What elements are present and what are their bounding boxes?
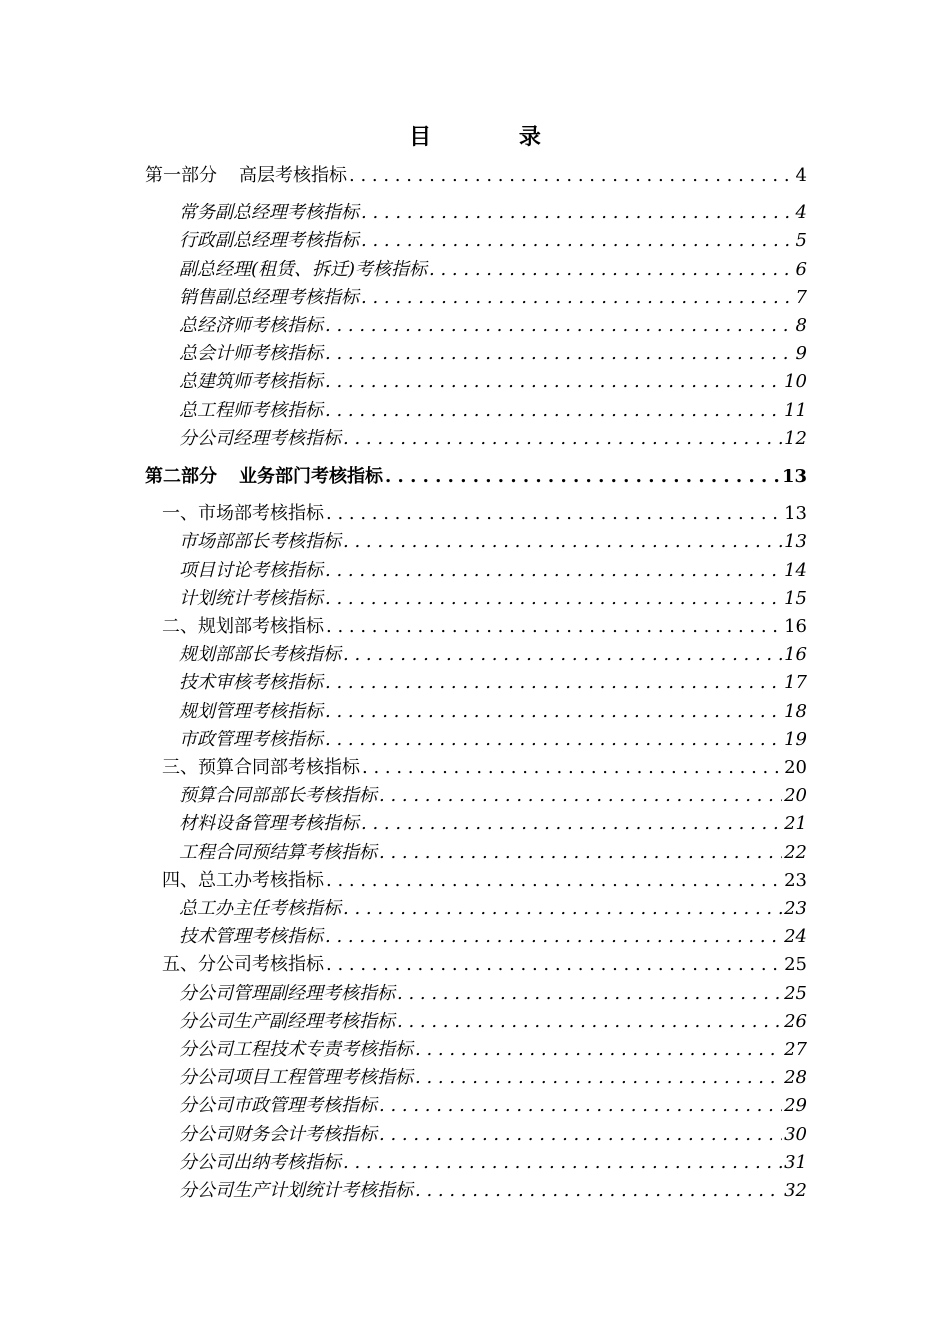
item-title: 材料设备管理考核指标 <box>179 813 359 835</box>
toc-item[interactable] <box>179 313 807 339</box>
item-title: 总经济师考核指标 <box>179 315 323 336</box>
toc-entry-label <box>179 981 395 1007</box>
toc-page-number: 14 <box>784 559 807 581</box>
item-title: 总建筑师考核指标 <box>179 371 323 393</box>
toc-entry-label <box>179 558 323 584</box>
toc-part-1[interactable] <box>145 163 807 189</box>
toc-item[interactable] <box>179 896 807 922</box>
toc-section[interactable] <box>162 614 807 640</box>
item-title: 市政管理考核指标 <box>179 728 323 750</box>
item-title: 预算合同部部长考核指标 <box>179 785 377 807</box>
toc-page-number: 25 <box>784 982 807 1004</box>
toc-page-number: 4 <box>795 165 807 186</box>
item-title: 工程合同预结算考核指标 <box>179 841 377 863</box>
dot-leader <box>326 501 782 527</box>
toc-page-number: 8 <box>795 315 807 336</box>
toc-entry-label <box>179 1122 377 1148</box>
part-title: 高层考核指标 <box>239 165 347 186</box>
toc-section[interactable] <box>162 755 807 781</box>
toc-page-number: 32 <box>784 1180 807 1201</box>
toc-entry-label <box>162 868 324 894</box>
toc-item[interactable] <box>179 369 807 395</box>
toc-entry-label <box>179 1037 413 1063</box>
toc-page-number: 16 <box>784 616 807 637</box>
toc-page-number: 15 <box>784 587 807 609</box>
dot-leader <box>343 1150 782 1176</box>
dot-leader <box>343 896 782 922</box>
toc-title: 目 录 <box>409 124 581 150</box>
toc-entry-label <box>162 755 360 781</box>
toc-entry-label <box>179 699 323 725</box>
dot-leader <box>325 924 782 950</box>
dot-leader <box>362 755 782 781</box>
toc-item[interactable] <box>179 200 807 226</box>
toc-item[interactable] <box>179 699 807 725</box>
toc-item[interactable] <box>179 529 807 555</box>
dot-leader <box>379 783 782 809</box>
toc-page-number: 27 <box>784 1039 807 1060</box>
dot-leader <box>343 529 782 555</box>
section-title: 二、规划部考核指标 <box>162 616 324 637</box>
dot-leader <box>325 699 782 725</box>
dot-leader <box>325 586 782 612</box>
toc-item[interactable] <box>179 670 807 696</box>
toc-page-number: 11 <box>784 399 807 421</box>
toc-item[interactable] <box>179 398 807 424</box>
toc-page-number: 17 <box>784 672 807 694</box>
toc-entry-label <box>162 614 324 640</box>
toc-page-number: 21 <box>784 813 807 835</box>
toc-entry-label <box>179 840 377 866</box>
dot-leader <box>343 426 782 452</box>
toc-item[interactable] <box>179 1122 807 1148</box>
toc-item[interactable] <box>179 1009 807 1035</box>
toc-page-number: 28 <box>784 1067 807 1089</box>
toc-entry-label <box>179 783 377 809</box>
dot-leader <box>415 1178 782 1204</box>
toc-entry-label <box>179 642 341 668</box>
dot-leader <box>385 464 780 490</box>
toc-entry-label <box>179 257 427 283</box>
toc-page-number: 24 <box>784 926 807 948</box>
toc-page-number: 13 <box>781 466 807 487</box>
item-title: 计划统计考核指标 <box>179 587 323 609</box>
toc-item[interactable] <box>179 586 807 612</box>
toc-item[interactable] <box>179 341 807 367</box>
toc-page-number: 16 <box>784 644 807 666</box>
toc-item[interactable] <box>179 257 807 283</box>
toc-item[interactable] <box>179 558 807 584</box>
toc-item[interactable] <box>179 285 807 311</box>
toc-section[interactable] <box>162 868 807 894</box>
item-title: 分公司管理副经理考核指标 <box>179 982 395 1004</box>
toc-entry-label <box>162 952 324 978</box>
toc-entry-label <box>179 313 323 339</box>
dot-leader <box>325 670 782 696</box>
item-title: 分公司生产计划统计考核指标 <box>179 1180 413 1201</box>
item-title: 规划部部长考核指标 <box>179 644 341 666</box>
toc-entry-label <box>179 924 323 950</box>
toc-page-number: 6 <box>795 258 807 280</box>
toc-item[interactable] <box>179 228 807 254</box>
toc-entry-label <box>179 811 359 837</box>
toc-entry-label <box>179 586 323 612</box>
dot-leader <box>415 1037 782 1063</box>
dot-leader <box>429 257 794 283</box>
item-title: 常务副总经理考核指标 <box>179 202 359 224</box>
toc-entry-label <box>179 341 323 367</box>
section-title: 三、预算合同部考核指标 <box>162 757 360 778</box>
item-title: 规划管理考核指标 <box>179 700 323 722</box>
toc-page-number: 12 <box>784 427 807 449</box>
item-title: 总会计师考核指标 <box>179 343 323 365</box>
toc-item[interactable] <box>179 426 807 452</box>
toc-page-number: 5 <box>795 230 807 252</box>
toc-entry-label <box>179 727 323 753</box>
toc-entry-label <box>179 670 323 696</box>
toc-page-number: 26 <box>784 1010 807 1032</box>
dot-leader <box>415 1065 782 1091</box>
toc-entry-label <box>179 1065 413 1091</box>
section-title: 一、市场部考核指标 <box>162 503 324 525</box>
toc-entry-label <box>179 228 359 254</box>
toc-entry-label <box>179 398 323 424</box>
item-title: 分公司财务会计考核指标 <box>179 1123 377 1145</box>
toc-entry-label <box>179 426 341 452</box>
toc-item[interactable] <box>179 1037 807 1063</box>
item-title: 技术审核考核指标 <box>179 672 323 694</box>
toc-entry-label <box>179 285 359 311</box>
toc-entry-label <box>162 501 324 527</box>
dot-leader <box>349 163 794 189</box>
toc-page-number: 4 <box>795 202 807 224</box>
toc-entry-label <box>179 369 323 395</box>
toc-page-number: 9 <box>795 343 807 365</box>
toc-item[interactable] <box>179 1150 807 1176</box>
toc-item[interactable] <box>179 1178 807 1204</box>
item-title: 分公司项目工程管理考核指标 <box>179 1067 413 1089</box>
dot-leader <box>361 200 794 226</box>
dot-leader <box>361 228 794 254</box>
toc-page-number: 25 <box>784 954 807 976</box>
toc-item[interactable] <box>179 1065 807 1091</box>
item-title: 销售副总经理考核指标 <box>179 286 359 308</box>
toc-page-number: 10 <box>784 371 807 393</box>
toc-item[interactable] <box>179 783 807 809</box>
dot-leader <box>325 369 782 395</box>
toc-page-number: 13 <box>784 503 807 525</box>
dot-leader <box>325 398 782 424</box>
item-title: 分公司出纳考核指标 <box>179 1151 341 1173</box>
toc-item[interactable] <box>179 924 807 950</box>
dot-leader <box>361 285 794 311</box>
dot-leader <box>325 558 782 584</box>
toc-page-number: 29 <box>784 1095 807 1117</box>
toc-page-number: 20 <box>784 757 807 778</box>
dot-leader <box>343 642 782 668</box>
item-title: 分公司市政管理考核指标 <box>179 1095 377 1117</box>
toc-page-number: 22 <box>784 841 807 863</box>
part-prefix: 第二部分 <box>145 466 217 487</box>
item-title: 副总经理(租赁、拆迁)考核指标 <box>179 258 428 280</box>
toc-page-number: 13 <box>784 531 807 553</box>
item-title: 分公司生产副经理考核指标 <box>179 1010 395 1032</box>
item-title: 项目讨论考核指标 <box>179 559 323 581</box>
toc-part-2[interactable] <box>145 464 807 490</box>
item-title: 行政副总经理考核指标 <box>179 230 359 252</box>
item-title: 分公司经理考核指标 <box>179 427 341 449</box>
toc-entry-label <box>179 1150 341 1176</box>
section-title: 四、总工办考核指标 <box>162 869 324 891</box>
toc-item[interactable] <box>179 642 807 668</box>
item-title: 总工办主任考核指标 <box>179 898 341 919</box>
dot-leader <box>379 1122 782 1148</box>
section-title: 五、分公司考核指标 <box>162 954 324 976</box>
toc-page-number: 23 <box>784 898 807 919</box>
toc-page-number: 30 <box>784 1123 807 1145</box>
dot-leader <box>325 727 782 753</box>
dot-leader <box>361 811 782 837</box>
toc-item[interactable] <box>179 811 807 837</box>
item-title: 分公司工程技术专责考核指标 <box>179 1039 413 1060</box>
dot-leader <box>397 1009 782 1035</box>
toc-item[interactable] <box>179 840 807 866</box>
toc-item[interactable] <box>179 1093 807 1119</box>
toc-page-number: 20 <box>784 785 807 807</box>
toc-page-number: 18 <box>784 700 807 722</box>
toc-section[interactable] <box>162 952 807 978</box>
toc-item[interactable] <box>179 981 807 1007</box>
toc-page-number: 31 <box>784 1151 807 1173</box>
dot-leader <box>325 313 794 339</box>
toc-entry-label <box>179 896 341 922</box>
item-title: 市场部部长考核指标 <box>179 531 341 553</box>
toc-entry-label <box>179 1009 395 1035</box>
dot-leader <box>379 1093 782 1119</box>
part-title: 业务部门考核指标 <box>239 466 383 487</box>
dot-leader <box>326 614 782 640</box>
dot-leader <box>326 952 782 978</box>
toc-page-number: 19 <box>784 728 807 750</box>
toc-section[interactable] <box>162 501 807 527</box>
item-title: 总工程师考核指标 <box>179 399 323 421</box>
toc-entry-label <box>179 1093 377 1119</box>
toc-entry-label <box>145 163 347 189</box>
toc-entry-label <box>179 529 341 555</box>
item-title: 技术管理考核指标 <box>179 926 323 948</box>
dot-leader <box>379 840 782 866</box>
dot-leader <box>397 981 782 1007</box>
toc-item[interactable] <box>179 727 807 753</box>
part-prefix: 第一部分 <box>145 165 217 186</box>
toc-page-number: 7 <box>795 286 807 308</box>
toc-entry-label <box>179 1178 413 1204</box>
toc-entry-label <box>145 464 383 490</box>
toc-page-number: 23 <box>784 869 807 891</box>
toc-entry-label <box>179 200 359 226</box>
dot-leader <box>325 341 794 367</box>
dot-leader <box>326 868 782 894</box>
